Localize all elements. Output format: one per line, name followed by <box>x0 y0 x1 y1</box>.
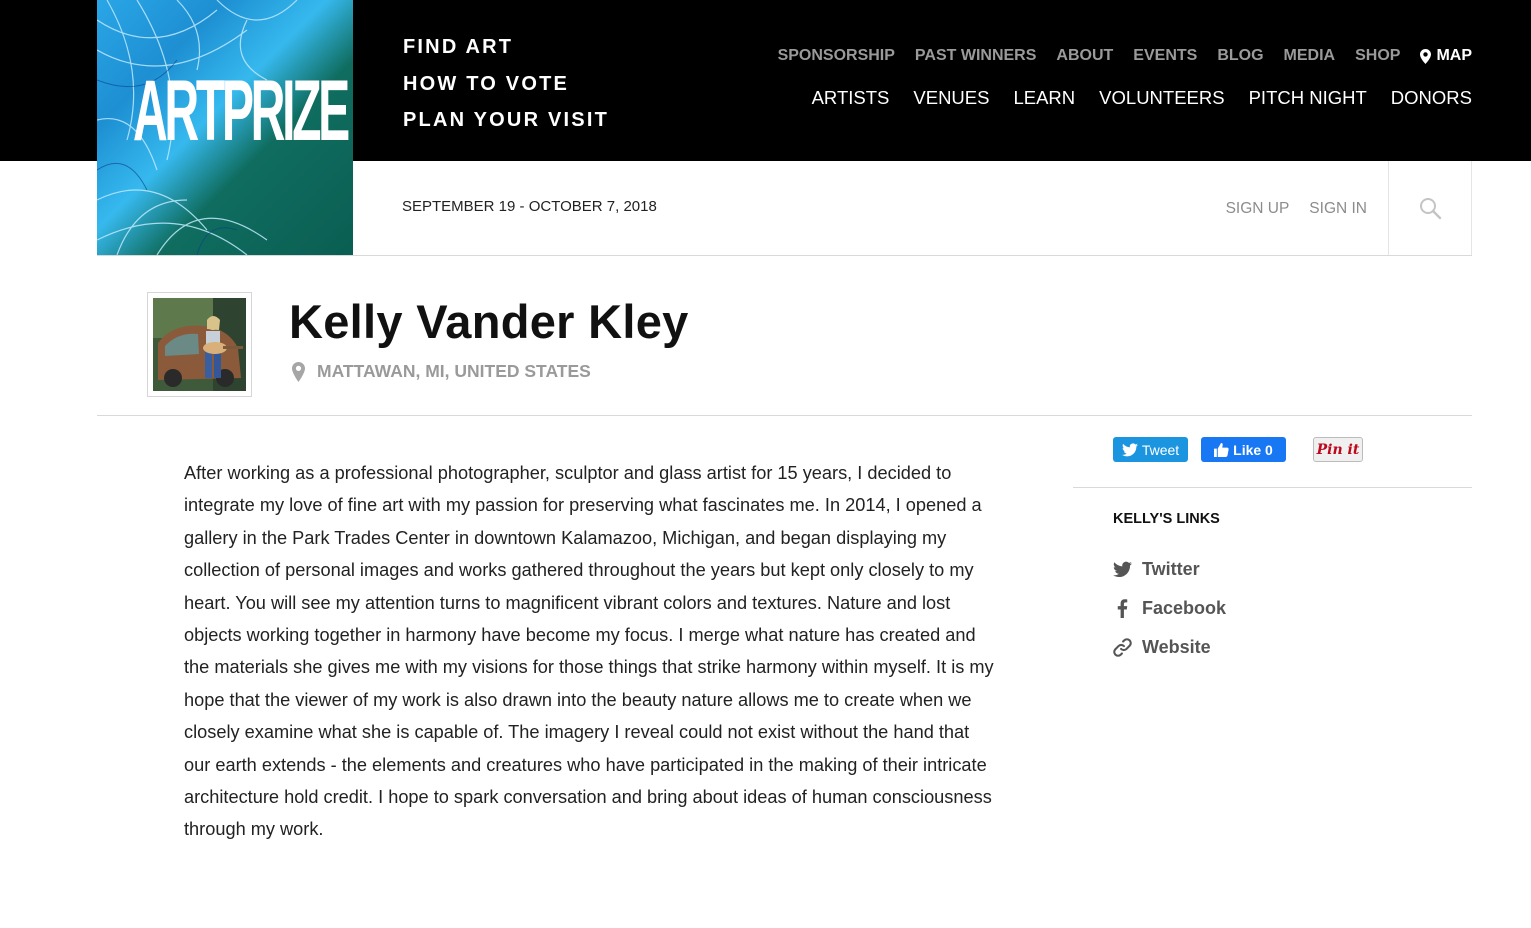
tweet-button[interactable] <box>1113 437 1188 462</box>
main-nav <box>403 34 609 144</box>
nav-events[interactable]: EVENTS <box>1133 47 1198 64</box>
primary-nav <box>812 87 1472 109</box>
nav-map[interactable] <box>1420 47 1472 65</box>
sign-up-link[interactable]: SIGN UP <box>1225 200 1290 217</box>
artist-bio: After working as a professional photographer, sculptor and glass artist for 15 years, I decided to integrate my love of fine art with my passion for preserving what fascinates me. In 2014, I opened a gallery in the Park Trades Center in downtown Kalamazoo, Michigan, and began displaying my collection of personal images and works gathered throughout the years but kept only closely to my heart. You will see my attention turns to magnificent vibrant colors and textures. Nature and lost objects working together in harmony have become my focus. I merge what nature has created and the materials she gives me with my visions for those things that strike harmony within myself. It is my hope that the viewer of my work is also drawn into the beauty nature allows me to create when we closely examine what she is capable of. The imagery I reveal could not exist without the hand that our earth extends - the elements and creatures who have participated in the making of their intricate architecture hold credit. I hope to spark conversation and bring about ideas of human consciousness through my work. <box>184 463 994 840</box>
artist-links <box>1113 550 1226 667</box>
twitter-bird-icon <box>1122 443 1138 457</box>
artist-links-title: KELLY'S LINKS <box>1113 511 1220 527</box>
auth-links <box>1226 200 1367 218</box>
logo-wordmark: ARTPRIZE <box>133 63 347 159</box>
facebook-link[interactable] <box>1113 589 1226 628</box>
nav-how-to-vote[interactable]: HOW TO VOTE <box>403 72 570 95</box>
nav-pitch-night[interactable]: PITCH NIGHT <box>1248 87 1367 108</box>
share-buttons <box>1113 437 1363 462</box>
sidebar-divider <box>1073 487 1472 488</box>
nav-donors[interactable]: DONORS <box>1390 87 1472 108</box>
facebook-link-label: Facebook <box>1142 598 1227 618</box>
nav-blog[interactable]: BLOG <box>1217 47 1264 64</box>
twitter-icon <box>1113 560 1132 579</box>
nav-find-art[interactable]: FIND ART <box>403 36 514 58</box>
secondary-nav <box>778 47 1472 65</box>
pin-it-label: Pin it <box>1316 441 1360 458</box>
nav-volunteers[interactable]: VOLUNTEERS <box>1099 87 1225 108</box>
search-button[interactable] <box>1388 161 1472 255</box>
tweet-label: Tweet <box>1141 441 1180 458</box>
nav-venues[interactable]: VENUES <box>913 87 990 108</box>
nav-media[interactable]: MEDIA <box>1283 47 1336 64</box>
nav-plan-your-visit[interactable]: PLAN YOUR VISIT <box>403 109 609 131</box>
artist-avatar <box>147 292 252 397</box>
artist-location <box>292 361 591 382</box>
sign-in-link[interactable]: SIGN IN <box>1309 200 1367 217</box>
website-link-label: Website <box>1142 637 1211 657</box>
nav-map-label: MAP <box>1436 47 1472 64</box>
facebook-like-button[interactable] <box>1201 437 1286 462</box>
artist-photo <box>153 298 246 391</box>
artist-name: Kelly Vander Kley <box>289 295 689 348</box>
nav-learn[interactable]: LEARN <box>1013 87 1076 108</box>
link-icon <box>1113 638 1132 657</box>
website-link[interactable] <box>1113 628 1226 667</box>
artist-header <box>97 256 1472 416</box>
nav-past-winners[interactable]: PAST WINNERS <box>914 47 1037 64</box>
like-label: Like 0 <box>1233 441 1273 458</box>
nav-sponsorship[interactable]: SPONSORSHIP <box>777 47 895 64</box>
twitter-link[interactable] <box>1113 550 1226 589</box>
event-dates: SEPTEMBER 19 - OCTOBER 7, 2018 <box>402 198 657 215</box>
nav-artists[interactable]: ARTISTS <box>811 87 890 108</box>
location-pin-icon <box>292 362 305 382</box>
artprize-logo[interactable] <box>97 0 353 255</box>
nav-shop[interactable]: SHOP <box>1355 47 1401 64</box>
map-pin-icon <box>1420 49 1431 64</box>
location-text: MATTAWAN, MI, UNITED STATES <box>317 361 591 381</box>
nav-about[interactable]: ABOUT <box>1056 47 1114 64</box>
thumbs-up-icon <box>1214 443 1229 457</box>
pinterest-button[interactable] <box>1313 437 1363 462</box>
twitter-link-label: Twitter <box>1142 559 1200 579</box>
facebook-icon <box>1113 599 1132 618</box>
search-icon <box>1418 196 1442 220</box>
